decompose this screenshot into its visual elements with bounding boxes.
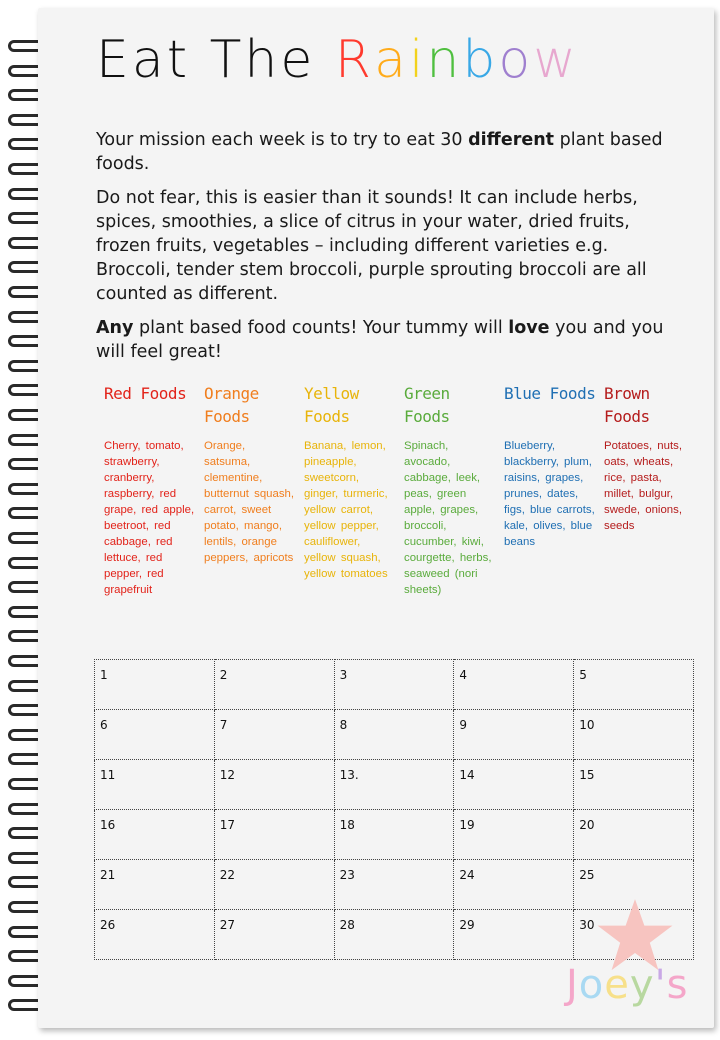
column-green	[404, 382, 496, 598]
title-letter: i	[408, 30, 427, 90]
brand-letter: o	[578, 962, 605, 1008]
emphasis-love: love	[508, 318, 550, 338]
column-items: Banana, lemon, pineapple, sweetcorn, ginger, turmeric, yellow carrot, yellow pepper, cauliflower, yellow squash, yellow tomatoes	[304, 440, 388, 580]
grid-row	[95, 660, 694, 710]
title-letter: o	[498, 30, 534, 90]
title-letter: t	[166, 30, 191, 90]
title-letter: T	[209, 30, 245, 90]
column-orange	[204, 382, 296, 566]
title-letter: h	[244, 30, 281, 90]
brand-letter: '	[654, 962, 667, 1008]
grid-cell[interactable]: 20	[574, 810, 694, 860]
column-red	[104, 382, 196, 598]
title-letter: E	[96, 30, 132, 90]
grid-cell[interactable]: 14	[454, 760, 574, 810]
grid-row	[95, 710, 694, 760]
column-yellow	[304, 382, 396, 582]
grid-cell[interactable]: 23	[334, 860, 454, 910]
grid-row	[95, 810, 694, 860]
column-heading: Blue Foods	[504, 384, 596, 403]
grid-cell[interactable]: 19	[454, 810, 574, 860]
grid-cell[interactable]: 7	[214, 710, 334, 760]
grid-cell[interactable]: 3	[334, 660, 454, 710]
star-shape	[598, 899, 673, 970]
grid-cell[interactable]: 18	[334, 810, 454, 860]
grid-cell[interactable]: 24	[454, 860, 574, 910]
brand-letter: e	[604, 962, 630, 1008]
emphasis-different: different	[468, 130, 555, 150]
grid-cell[interactable]: 10	[574, 710, 694, 760]
grid-cell[interactable]: 2	[214, 660, 334, 710]
column-items: Cherry, tomato, strawberry, cranberry, raspberry, red grape, red apple, beetroot, red cabbage, red lettuce, red pepper, red grapefruit	[104, 440, 195, 596]
column-items: Spinach, avocado, cabbage, leek, peas, green apple, grapes, broccoli, cucumber, kiwi, courgette, herbs, seaweed (nori sheets)	[404, 440, 492, 596]
grid-cell[interactable]: 29	[454, 910, 574, 960]
title-letter	[315, 30, 335, 90]
brand-letter: J	[566, 962, 579, 1008]
grid-cell[interactable]: 12	[214, 760, 334, 810]
food-columns	[104, 382, 694, 652]
column-heading: Green Foods	[404, 384, 450, 426]
grid-cell[interactable]: 22	[214, 860, 334, 910]
title-letter: n	[426, 30, 463, 90]
title-letter: b	[462, 30, 499, 90]
grid-cell[interactable]: 30	[574, 910, 694, 960]
column-items: Blueberry, blackberry, plum, raisins, grapes, prunes, dates, figs, blue carrots, kale, olives, blue beans	[504, 440, 595, 548]
grid-cell[interactable]: 15	[574, 760, 694, 810]
grid-cell[interactable]: 16	[95, 810, 215, 860]
grid-row	[95, 760, 694, 810]
column-heading: Yellow Foods	[304, 384, 359, 426]
intro-paragraph-2: Do not fear, this is easier than it sounds! It can include herbs, spices, smoothies, a slice of citrus in your water, dried fruits, frozen fruits, vegetables – including different varieties e.g. Broccoli, tender stem broccoli, purple sprouting broccoli are all counted as different.	[96, 188, 647, 304]
grid-cell[interactable]: 28	[334, 910, 454, 960]
grid-cell[interactable]: 21	[95, 860, 215, 910]
column-heading: Brown Foods	[604, 384, 650, 426]
column-heading: Red Foods	[104, 384, 187, 403]
page-title	[96, 30, 579, 100]
grid-cell[interactable]: 5	[574, 660, 694, 710]
column-heading: Orange Foods	[204, 384, 259, 426]
title-letter: w	[533, 30, 579, 90]
grid-cell[interactable]: 25	[574, 860, 694, 910]
grid-cell[interactable]: 26	[95, 910, 215, 960]
grid-cell[interactable]: 4	[454, 660, 574, 710]
intro-paragraph-1: Your mission each week is to try to eat 30 different plant based foods.	[96, 130, 663, 174]
grid-cell[interactable]: 9	[454, 710, 574, 760]
grid-cell[interactable]: 6	[95, 710, 215, 760]
brand-letter: s	[666, 962, 689, 1008]
grid-cell[interactable]: 13.	[334, 760, 454, 810]
intro-text	[96, 128, 676, 374]
title-letter: a	[131, 30, 167, 90]
column-brown	[604, 382, 696, 534]
emphasis-any: Any	[96, 318, 134, 338]
title-letter: a	[374, 30, 409, 90]
column-items: Potatoes, nuts, oats, wheats, rice, pasta, millet, bulgur, swede, onions, seeds	[604, 440, 682, 532]
title-letter: e	[280, 30, 316, 90]
brand-logo	[566, 962, 688, 1018]
column-blue	[504, 382, 596, 550]
grid-cell[interactable]: 11	[95, 760, 215, 810]
grid-cell[interactable]: 27	[214, 910, 334, 960]
grid-cell[interactable]: 17	[214, 810, 334, 860]
title-letter	[190, 30, 210, 90]
intro-paragraph-3: Any plant based food counts! Your tummy will love you and you will feel great!	[96, 318, 664, 362]
brand-letter: y	[629, 962, 655, 1008]
column-items: Orange, satsuma, clementine, butternut squash, carrot, sweet potato, mango, lentils, orange peppers, apricots	[204, 440, 295, 564]
grid-cell[interactable]: 8	[334, 710, 454, 760]
title-letter: R	[334, 30, 375, 90]
grid-cell[interactable]: 1	[95, 660, 215, 710]
